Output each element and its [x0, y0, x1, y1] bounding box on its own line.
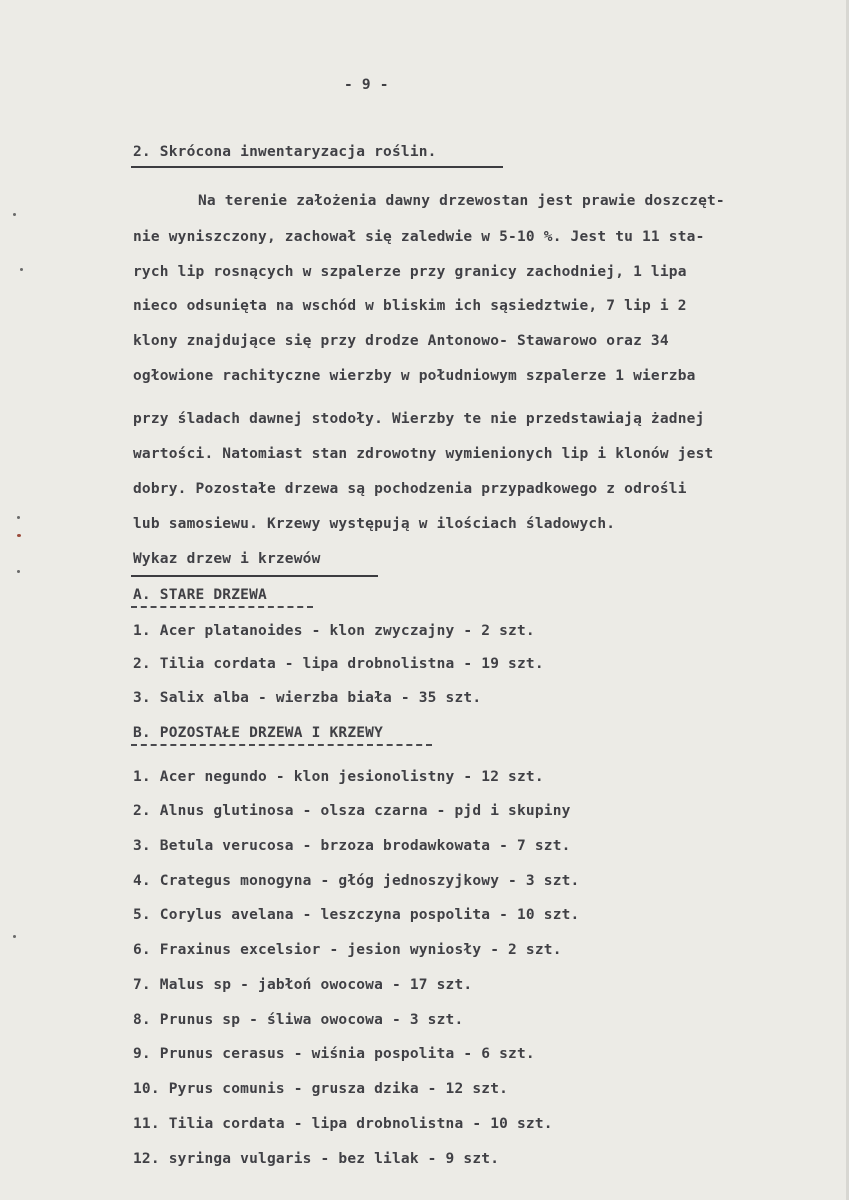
list-title-underline [131, 575, 378, 577]
section-b-item: 12. syringa vulgaris - bez lilak - 9 szt. [133, 1151, 500, 1167]
section-b-heading: B. POZOSTAŁE DRZEWA I KRZEWY [133, 725, 384, 741]
section-b-item: 10. Pyrus comunis - grusza dzika - 12 szt. [133, 1081, 509, 1097]
margin-mark [20, 268, 23, 271]
margin-mark [17, 570, 20, 573]
section-b-item: 3. Betula verucosa - brzoza brodawkowata - 7 szt. [133, 838, 571, 854]
paragraph-line: nie wyniszczony, zachował się zaledwie w 5-10 %. Jest tu 11 sta- [133, 229, 705, 245]
section-a-underline [131, 606, 313, 608]
margin-mark [13, 935, 16, 938]
section-a-item: 2. Tilia cordata - lipa drobnolistna - 19 szt. [133, 656, 544, 672]
section-b-item: 11. Tilia cordata - lipa drobnolistna - 10 szt. [133, 1116, 553, 1132]
section-b-item: 4. Crategus monogyna - głóg jednoszyjkowy - 3 szt. [133, 873, 580, 889]
paragraph-line: lub samosiewu. Krzewy występują w ilościach śladowych. [133, 516, 616, 532]
paragraph-line: przy śladach dawnej stodoły. Wierzby te nie przedstawiają żadnej [133, 411, 705, 427]
section-b-item: 8. Prunus sp - śliwa owocowa - 3 szt. [133, 1012, 464, 1028]
paragraph-line: rych lip rosnących w szpalerze przy granicy zachodniej, 1 lipa [133, 264, 687, 280]
section-title: 2. Skrócona inwentaryzacja roślin. [133, 144, 437, 160]
section-a-item: 3. Salix alba - wierzba biała - 35 szt. [133, 690, 482, 706]
paragraph-line: klony znajdujące się przy drodze Antonowo- Stawarowo oraz 34 [133, 333, 669, 349]
paragraph-line: Na terenie założenia dawny drzewostan jest prawie doszczęt- [198, 193, 725, 209]
section-a-item: 1. Acer platanoides - klon zwyczajny - 2 szt. [133, 623, 535, 639]
margin-mark [17, 516, 20, 519]
section-b-item: 6. Fraxinus excelsior - jesion wyniosły - 2 szt. [133, 942, 562, 958]
page-number: - 9 - [344, 77, 389, 93]
section-b-item: 5. Corylus avelana - leszczyna pospolita - 10 szt. [133, 907, 580, 923]
paragraph-line: ogłowione rachityczne wierzby w południowym szpalerze 1 wierzba [133, 368, 696, 384]
section-title-underline [131, 166, 503, 168]
section-b-item: 2. Alnus glutinosa - olsza czarna - pjd i skupiny [133, 803, 571, 819]
section-b-item: 9. Prunus cerasus - wiśnia pospolita - 6 szt. [133, 1046, 535, 1062]
paragraph-line: nieco odsunięta na wschód w bliskim ich sąsiedztwie, 7 lip i 2 [133, 298, 687, 314]
list-title: Wykaz drzew i krzewów [133, 551, 321, 567]
margin-mark [17, 534, 21, 537]
paragraph-line: wartości. Natomiast stan zdrowotny wymienionych lip i klonów jest [133, 446, 714, 462]
section-b-underline [131, 744, 432, 746]
section-b-item: 7. Malus sp - jabłoń owocowa - 17 szt. [133, 977, 473, 993]
paragraph-line: dobry. Pozostałe drzewa są pochodzenia przypadkowego z odrośli [133, 481, 687, 497]
margin-mark [13, 213, 16, 216]
section-b-item: 1. Acer negundo - klon jesionolistny - 12 szt. [133, 769, 544, 785]
section-a-heading: A. STARE DRZEWA [133, 587, 267, 603]
